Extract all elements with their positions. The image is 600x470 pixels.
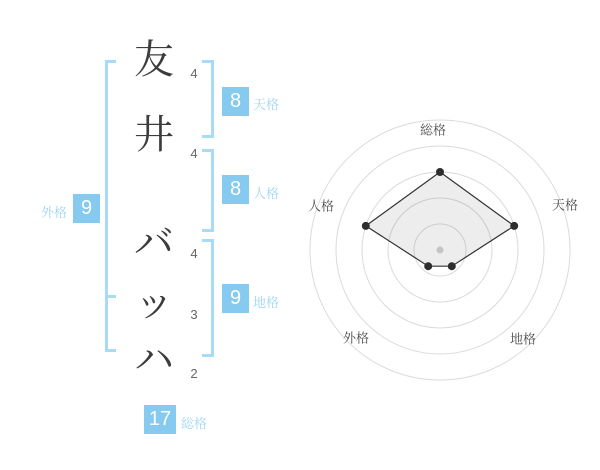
gokaku-radar-chart: [300, 110, 580, 390]
radar-axis-label: 外格: [342, 330, 370, 346]
bracket-line: [105, 60, 108, 352]
gaikaku-label: 外格: [41, 205, 68, 220]
chikaku-label: 地格: [253, 295, 280, 310]
stroke-count: 4: [190, 246, 198, 261]
radar-axis-label: 人格: [307, 198, 335, 214]
bracket-tick: [202, 60, 214, 63]
tenkaku-value-box: 8: [222, 87, 249, 116]
radar-axis-label: 地格: [509, 331, 537, 347]
bracket-tick: [202, 239, 214, 242]
radar-axis-label: 天格: [551, 197, 579, 213]
soukaku-value-box: 17: [144, 405, 176, 434]
name-character: バ: [134, 221, 174, 265]
radar-axis-label: 総格: [419, 122, 447, 138]
bracket-line: [211, 60, 214, 138]
jinkaku-value-box: 8: [222, 175, 249, 204]
gaikaku-value-box: 9: [73, 194, 100, 223]
name-character: ッ: [134, 281, 174, 325]
bracket-tick: [202, 354, 214, 357]
bracket-line: [211, 239, 214, 357]
stroke-count: 4: [190, 146, 198, 161]
bracket-tick: [202, 149, 214, 152]
stroke-count: 2: [190, 366, 198, 381]
soukaku-label: 総格: [181, 416, 208, 431]
radar-vertex-dot: [424, 262, 432, 270]
bracket-tick: [105, 295, 116, 298]
bracket-tick: [105, 349, 116, 352]
bracket-tick: [202, 229, 214, 232]
radar-vertex-dot: [448, 262, 456, 270]
bracket-tick: [105, 60, 116, 63]
bracket-tick: [202, 135, 214, 138]
name-character: 友: [134, 38, 174, 82]
name-character: ハ: [134, 338, 174, 382]
radar-vertex-dot: [510, 222, 518, 230]
tenkaku-label: 天格: [253, 97, 280, 112]
radar-center-dot: [437, 247, 444, 254]
jinkaku-label: 人格: [253, 186, 280, 201]
stroke-count: 3: [190, 307, 198, 322]
chikaku-value-box: 9: [222, 284, 249, 313]
stroke-count: 4: [190, 66, 198, 81]
name-character: 井: [134, 113, 174, 157]
bracket-line: [211, 149, 214, 232]
radar-vertex-dot: [436, 168, 444, 176]
radar-vertex-dot: [362, 222, 370, 230]
